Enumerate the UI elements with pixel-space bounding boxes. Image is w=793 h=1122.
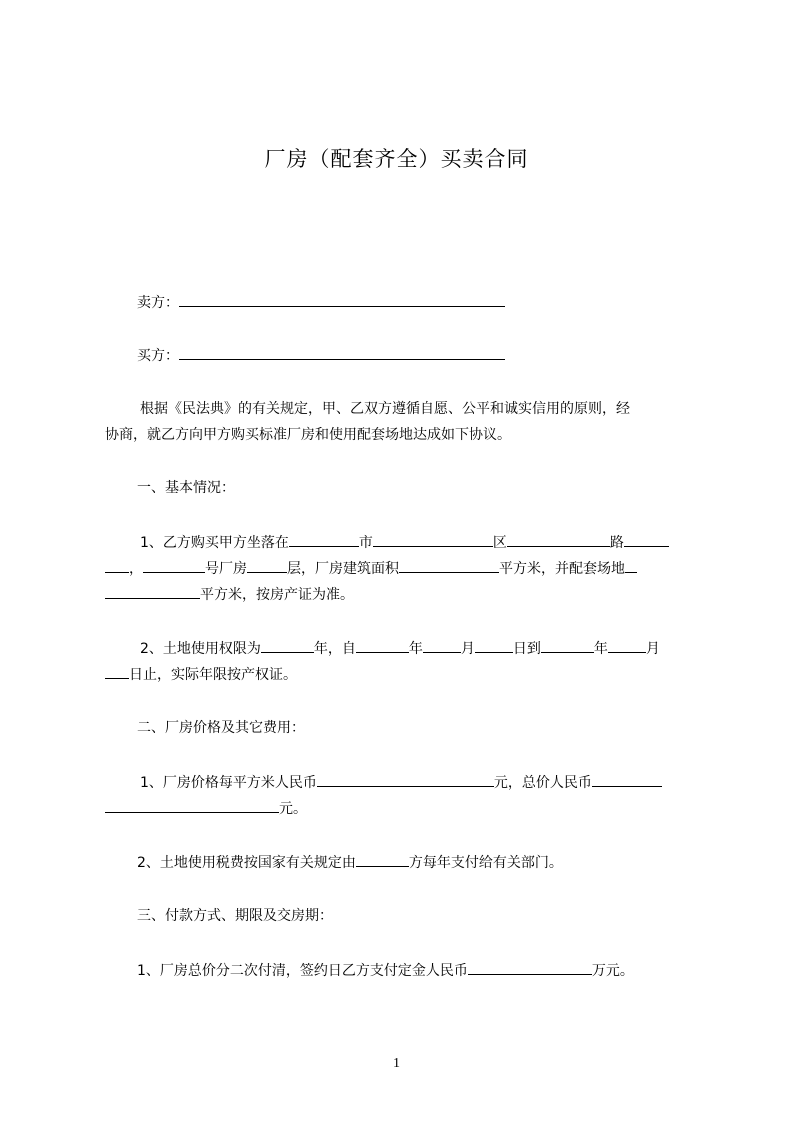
price-text-c: 元。 <box>279 801 307 817</box>
deposit-blank <box>468 960 592 975</box>
district-blank <box>373 532 493 547</box>
road-blank <box>507 532 610 547</box>
item2-text-f: 年 <box>593 641 608 657</box>
item2-text-g: 月 <box>645 641 660 657</box>
unit-price-blank <box>317 772 494 787</box>
item2-text-a: 2、土地使用权限为 <box>140 641 261 657</box>
section1-heading <box>137 478 235 498</box>
total-price-blank <box>105 798 279 813</box>
item1-text-building: 号厂房 <box>205 561 247 577</box>
section2-item1-line2 <box>105 798 307 819</box>
start-month-blank <box>423 638 461 653</box>
end-month-blank <box>608 638 646 653</box>
seller-line <box>137 292 505 313</box>
number-blank-cont <box>105 558 129 573</box>
building-area-blank <box>399 558 499 573</box>
item1-text-district: 区 <box>492 535 507 551</box>
preamble-line-2 <box>105 425 511 445</box>
buyer-label: 买方： <box>137 348 179 364</box>
price-text-b: 元，总价人民币 <box>493 775 592 791</box>
section1-item1-line3 <box>105 584 354 605</box>
item1-text-area: 平方米，并配套场地 <box>499 561 625 577</box>
section3-item1 <box>137 960 634 981</box>
buyer-line <box>137 345 505 366</box>
section1-item2-line2 <box>105 664 297 685</box>
start-year-blank <box>356 638 409 653</box>
item2-text-e: 日到 <box>512 641 541 657</box>
section1-item2-line1 <box>140 638 660 659</box>
end-day-blank <box>105 664 129 679</box>
price-text-a: 1、厂房价格每平方米人民币 <box>140 775 317 791</box>
page-title: 厂房（配套齐全）买卖合同 <box>264 147 529 171</box>
section1-item1-line2 <box>105 558 637 579</box>
section2-item2 <box>137 852 563 873</box>
years-blank <box>261 638 314 653</box>
tax-text-a: 2、土地使用税费按国家有关规定由 <box>137 855 356 871</box>
section1-item1-line1 <box>140 532 669 553</box>
tax-party-blank <box>356 852 409 867</box>
item2-text-h: 日止，实际年限按产权证。 <box>129 667 297 683</box>
item2-text-c: 年 <box>408 641 423 657</box>
preamble-line-1 <box>140 399 720 419</box>
seller-label: 卖方： <box>137 295 179 311</box>
floor-blank <box>247 558 287 573</box>
item2-text-b: 年，自 <box>313 641 356 657</box>
payment-text-b: 万元。 <box>591 963 634 979</box>
section2-heading-text: 二、厂房价格及其它费用： <box>137 720 305 736</box>
tax-text-b: 方每年支付给有关部门。 <box>408 855 563 871</box>
item1-text-road: 路 <box>609 535 624 551</box>
section2-heading <box>137 718 305 738</box>
preamble-text-1: 根据《民法典》的有关规定，甲、乙双方遵循自愿、公平和诚实信用的原则，经 <box>140 401 630 417</box>
item1-text-floor: 层，厂房建筑面积 <box>287 561 399 577</box>
building-number-blank <box>143 558 205 573</box>
payment-text-a: 1、厂房总价分二次付清，签约日乙方支付定金人民币 <box>137 963 468 979</box>
total-price-blank-start <box>592 772 662 787</box>
road-number-blank <box>624 532 669 547</box>
city-blank <box>289 532 359 547</box>
section2-item1-line1 <box>140 772 662 793</box>
item1-text-city: 市 <box>358 535 373 551</box>
seller-blank <box>179 292 505 307</box>
start-day-blank <box>475 638 513 653</box>
site-area-blank-start <box>625 558 637 573</box>
item1-text-comma: ， <box>129 561 143 577</box>
buyer-blank <box>179 345 505 360</box>
page-number: 1 <box>393 1056 400 1071</box>
item1-text-end: 平方米，按房产证为准。 <box>200 587 354 603</box>
preamble-text-2: 协商，就乙方向甲方购买标准厂房和使用配套场地达成如下协议。 <box>105 427 511 443</box>
item1-text-a: 1、乙方购买甲方坐落在 <box>140 535 289 551</box>
site-area-blank <box>105 584 200 599</box>
end-year-blank <box>541 638 594 653</box>
section1-heading-text: 一、基本情况： <box>137 480 235 496</box>
section3-heading-text: 三、付款方式、期限及交房期： <box>137 908 333 924</box>
section3-heading <box>137 906 333 926</box>
item2-text-d: 月 <box>460 641 475 657</box>
